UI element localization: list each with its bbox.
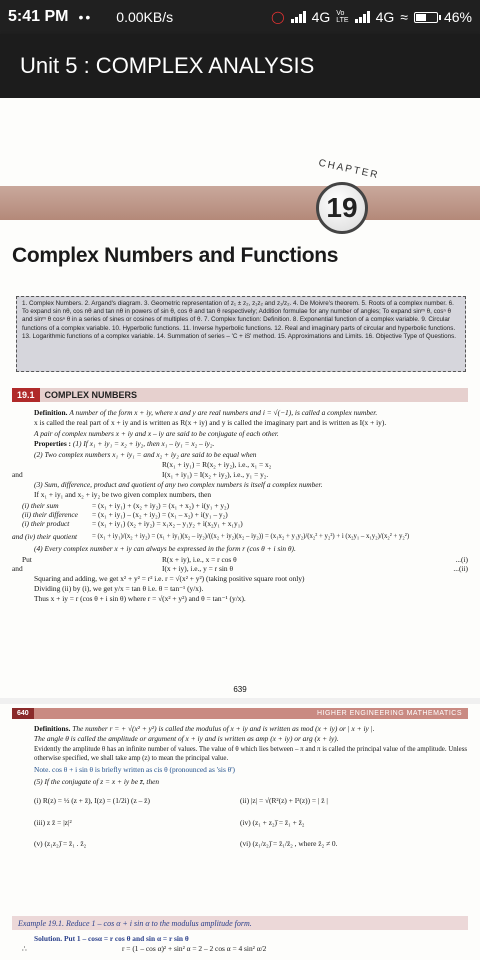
network-type-2: 4G [375,9,395,25]
and-label-1: and [12,470,23,480]
alarm-icon: ◯ [271,10,285,24]
page-640-body [12,724,468,849]
put-label: Put [22,554,32,564]
evidently-text: Evidently the amplitude θ has an infinite number of values. The value of θ which lies between – π and π is called the principal value of the amplitude. Unless otherwise specified, we shall take amp (z) to mean the principal value. [34,745,468,763]
difference-equation: = (x₁ + iy₁) – (x₂ + iy₂) = (x₁ – x₂) + i(y₁ – y₂) [92,510,228,520]
modulus-definition: The number r = + √(x² + y²) is called the modulus of x + iy and is written as mod (x + iy) or | x + iy |. [72,724,375,733]
example-banner [12,916,468,930]
note-text: Note. cos θ + i sin θ is briefly written as cis θ (pronounced as 'sis θ') [34,764,236,774]
page-header-number: 640 [12,708,34,719]
property-2: (2) Two complex numbers x₁ + iy₁ = and x₂ + iy₂ are said to be equal when [34,449,257,459]
solution-body [12,934,468,954]
therefore-symbol: ∴ [22,944,27,954]
dividing-text: Dividing (ii) by (i), we get y/x = tan θ i.e. θ = tan⁻¹ (y/x). [34,583,204,593]
conjugate-text: A pair of complex numbers x + iy and x – iy are said to be conjugate of each other. [34,428,279,438]
battery-percent: 46% [443,9,472,25]
solution-text: Solution. Put 1 – cosα = r cos θ and sin α = r sin θ [34,934,189,943]
property-2-eq2: I(x₁ + iy₁) = I(x₂ + iy₂), i.e., y₁ = y₂. [162,470,269,480]
put-equation: R(x + iy), i.e., x = r cos θ [162,554,237,564]
signal-icon-2 [355,11,370,23]
p5-ii: (ii) |z| = √(R²(z) + I²(z)) = | z̄ | [240,796,328,806]
p5-iv: (iv) (z₁ + z₂)̄ = z̄₁ + z̄₂ [240,817,305,827]
squaring-text: Squaring and adding, we get x² + y² = r² i.e. r = √(x² + y²) (taking positive square root only) [34,573,305,583]
definition-text: A number of the form x + iy, where x and y are real numbers and i = √(−1), is called a complex number. [69,408,378,417]
status-bar [0,0,480,34]
property-3: (3) Sum, difference, product and quotient of any two complex numbers is itself a complex number. [34,479,323,489]
chapter-number-badge: 19 [316,182,368,234]
p5-iii: (iii) z z̄ = |z|² [34,817,72,827]
quotient-label: and (iv) their quotient [12,531,78,541]
app-title: Unit 5 : COMPLEX ANALYSIS [20,53,315,78]
chapter-title: Complex Numbers and Functions [12,244,339,267]
sum-equation: = (x₁ + iy₁) + (x₂ + iy₂) = (x₁ + x₂) + i(y₁ + y₂) [92,500,230,510]
page-separator [0,698,480,704]
definition-label: Definition. [34,408,68,417]
status-time: 5:41 PM [8,8,69,25]
ref-i: ...(i) [455,554,468,564]
difference-label: (ii) their difference [22,510,78,520]
battery-icon [414,12,438,23]
definitions-label: Definitions. [34,724,71,733]
and-label-2: and [12,564,23,574]
sum-label: (i) their sum [22,500,59,510]
section-number: 19.1 [12,388,40,402]
amplitude-text: The angle θ is called the amplitude or argument of x + iy and is written as amp (x + iy) or arg (x + iy). [34,734,339,744]
section-body [12,408,468,605]
notification-dots-icon: •• [78,9,93,25]
section-title: COMPLEX NUMBERS [44,390,138,400]
chapter-label: CHAPTER [317,157,381,182]
wifi-icon: ≈ [400,9,408,25]
signal-icon [291,11,306,23]
network-type-1: 4G [311,9,331,25]
page-number: 639 [233,685,247,694]
thus-text: Thus x + iy = r (cos θ + i sin θ) where r = √(x² + y²) and θ = tan⁻¹ (y/x). [34,594,246,604]
app-bar [0,34,480,98]
and-equation: I(x + iy), i.e., y = r sin θ [162,564,233,574]
network-speed: 0.00KB/s [116,9,174,25]
product-equation: = (x₁ + iy₁) (x₂ + iy₂) = x₁x₂ – y₁y₂ + i(x₂y₁ + x₁y₁) [92,519,243,529]
page-header [12,708,468,719]
property-1: (1) If x₁ + iy₁ = x₂ + iy₂, then x₁ – iy₁ = x₂ – iy₂. [72,439,215,449]
p5-i: (i) R(z) = ½ (z + z̄), I(z) = (1/2i) (z – z̄) [34,796,150,806]
p5-v: (v) (z₁z₂)̄ = z̄₁ . z̄₂ [34,839,87,849]
property-2-eq1: R(x₁ + iy₁) = R(x₂ + iy₂), i.e., x₁ = x₂ [162,460,272,470]
chapter-band [0,186,480,220]
real-part-text: x is called the real part of x + iy and is written as R(x + iy) and y is called the imaginary part and is written as I(x + iy). [34,418,387,428]
ref-ii: ...(ii) [453,564,468,574]
document-page[interactable] [0,98,480,960]
example-text: Example 19.1. Reduce 1 – cos α + i sin α to the modulus amplitude form. [18,918,252,928]
section-header [12,388,468,402]
quotient-equation: = (x₁ + iy₁)/(x₂ + iy₂) = (x₁ + iy₁)(x₂ – iy₂)/((x₂ + iy₂)(x₂ – iy₂)) = (x₁x₂ + y₁y₂)/(x₂² + y₂²) + i (x₂y₁ – x₁y₂)/(x₂² + y₂²) [92,532,410,540]
chapter-contents-box: 1. Complex Numbers. 2. Argand's diagram. 3. Geometric representation of z₁ ± z₂, z₁z₂ and z₁/z₂. 4. De Moivre's theorem. 5. Roots of a complex number. 6. To expand sin nθ, cos nθ and tan nθ in powers of sin θ, cos θ and tan θ respectively; Addition formulae for any number of angles; To expand sinᵐ θ, cosⁿ θ and sinᵐ θ cosⁿ θ in a series of sines or cosines of multiples of θ. 7. Complex function: Definition. 8. Exponential function of a complex variable. 9. Circular functions of a complex variable. 10. Hyperbolic functions. 11. Inverse hyperbolic functions. 12. Real and imaginary parts of circular and hyperbolic functions. 13. Logarithmic functions of a complex variable. 14. Summation of series – 'C + iS' method. 15. Approximations and Limits. 16. Objective Type of Questions. [16,296,466,372]
page-header-title: HIGHER ENGINEERING MATHEMATICS [316,710,462,717]
solution-equation: r = (1 – cos α)² + sin² α = 2 – 2 cos α = 4 sin² α/2 [122,944,267,954]
property-3-if: If x₁ + iy₁ and x₂ + iy₂ be two given complex numbers, then [34,490,212,500]
properties-label: Properties : [34,439,72,449]
volte-icon: Vo LTE [336,10,349,24]
product-label: (i) their product [22,519,70,529]
p5-vi: (vi) (z₁/z₂)̄ = z̄₁/z̄₂ , where z̄₂ ≠ 0. [240,839,338,849]
property-4: (4) Every complex number x + iy can always be expressed in the form r (cos θ + i sin θ). [34,544,296,554]
property-5: (5) If the conjugate of z = x + iy be z̄, then [34,777,160,787]
